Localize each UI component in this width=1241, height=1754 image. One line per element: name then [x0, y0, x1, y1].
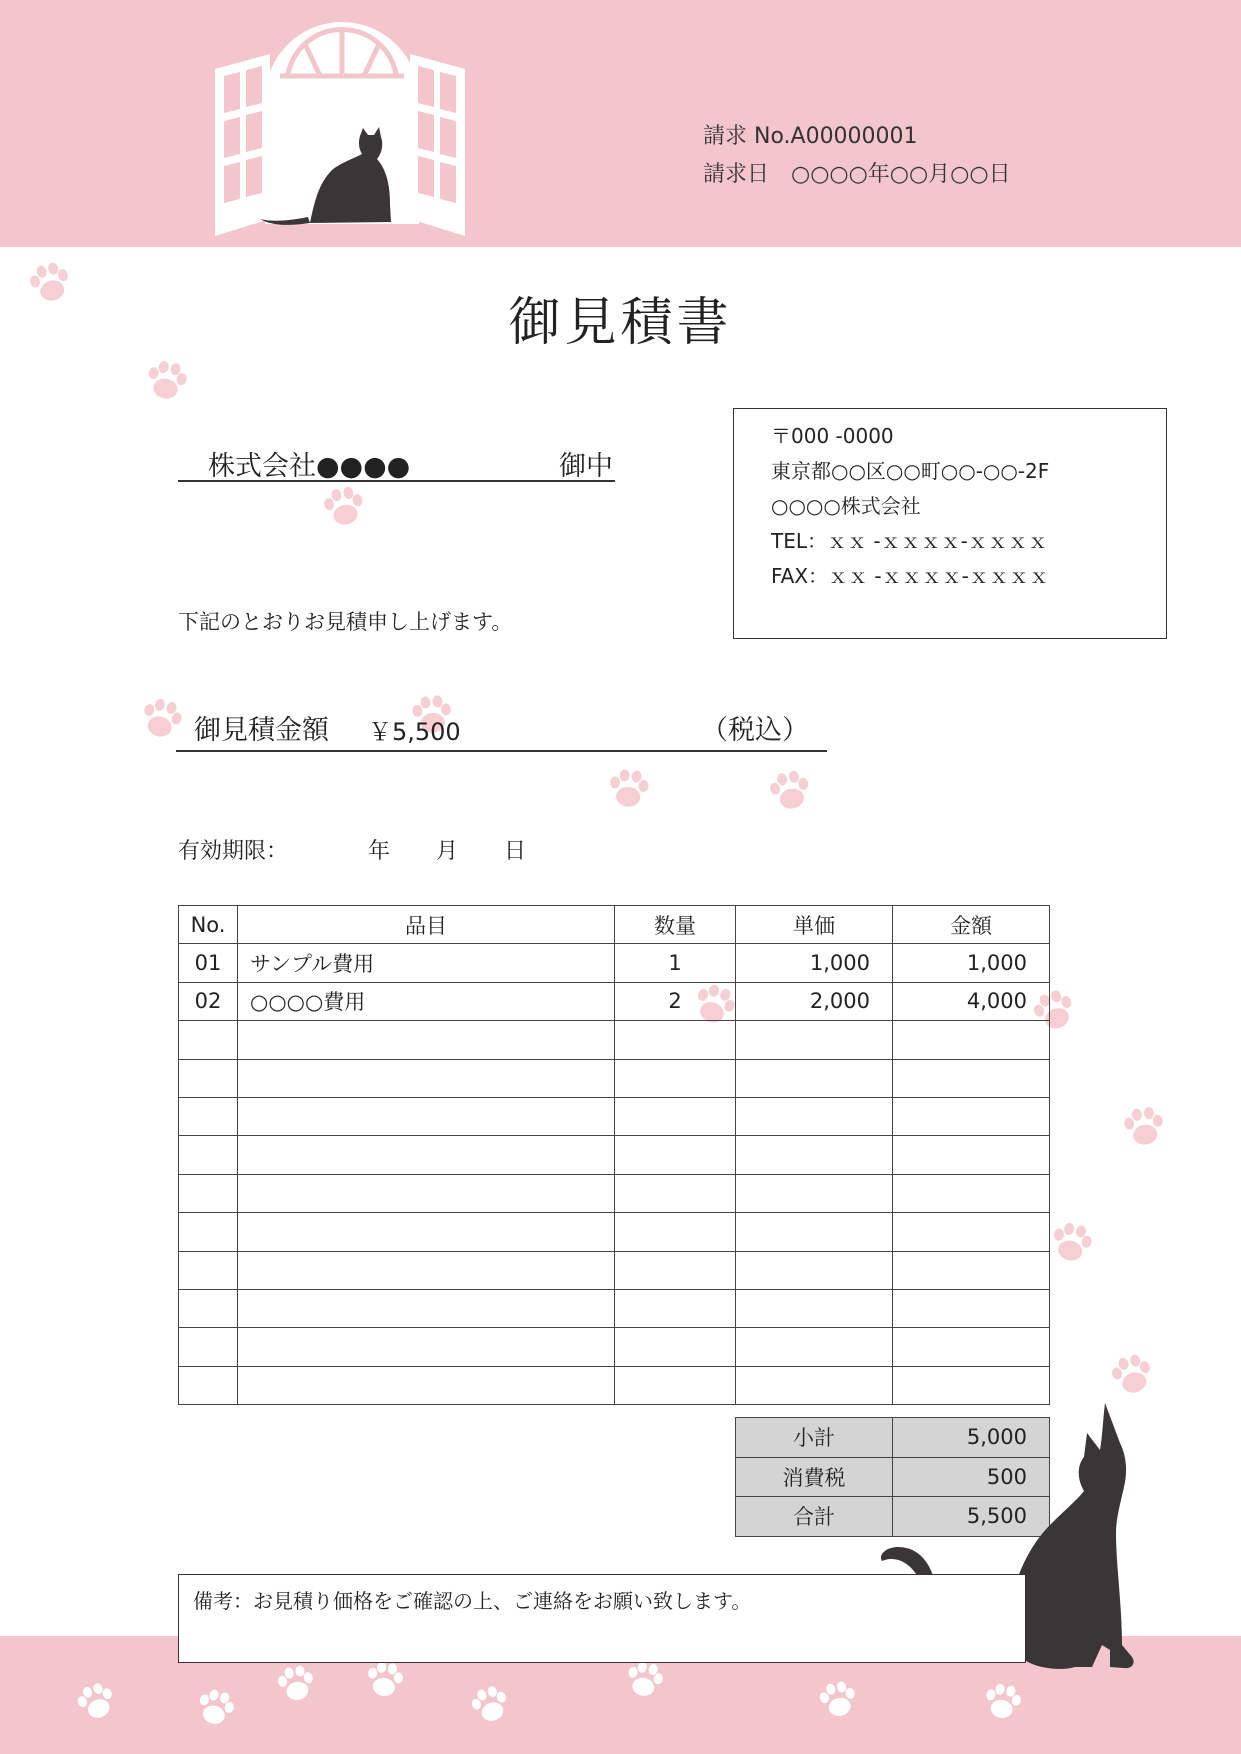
- intro-text: 下記のとおりお見積申し上げます。: [178, 610, 513, 634]
- totals-value: 500: [893, 1457, 1050, 1497]
- cell-no: [179, 1289, 238, 1327]
- cell-qty: [615, 1289, 736, 1327]
- table-row: [179, 1213, 1050, 1251]
- validity-period: [178, 834, 526, 865]
- paw-print-icon: [983, 1682, 1023, 1720]
- sender-info-box: [733, 408, 1167, 639]
- estimate-amount-line: [176, 704, 827, 752]
- cell-amount: 1,000: [893, 944, 1050, 982]
- paw-print-icon: [625, 1660, 665, 1698]
- cell-unit-price: [736, 1328, 893, 1366]
- cell-unit-price: [736, 1213, 893, 1251]
- cell-unit-price: [736, 1097, 893, 1135]
- cell-qty: [615, 1213, 736, 1251]
- cell-qty: [615, 1328, 736, 1366]
- header-item: 品目: [238, 906, 615, 944]
- cell-qty: [615, 1251, 736, 1289]
- cell-qty: 2: [615, 982, 736, 1020]
- sender-postal: 〒000 -0000: [771, 424, 894, 448]
- invoice-number: 請求 No.A00000001: [703, 124, 918, 149]
- tax-note: （税込）: [701, 715, 809, 746]
- cell-no: 01: [179, 944, 238, 982]
- header-unit-price: 単価: [736, 906, 893, 944]
- table-row: [179, 1097, 1050, 1135]
- totals-label: 小計: [736, 1418, 893, 1458]
- validity-day: 日: [504, 839, 527, 864]
- validity-label: 有効期限：: [178, 839, 289, 864]
- cell-amount: [893, 1174, 1050, 1212]
- cell-unit-price: [736, 1021, 893, 1059]
- cell-amount: [893, 1213, 1050, 1251]
- sender-company: ○○○○株式会社: [771, 494, 921, 518]
- sender-address: 東京都○○区○○町○○-○○-2F: [771, 459, 1050, 483]
- cell-unit-price: [736, 1174, 893, 1212]
- cell-qty: [615, 1366, 736, 1404]
- invoice-meta: [703, 118, 1011, 194]
- remarks-text: 備考：お見積り価格をご確認の上、ご連絡をお願い致します。: [193, 1589, 752, 1613]
- cell-unit-price: 1,000: [736, 944, 893, 982]
- paw-print-icon: [322, 486, 366, 526]
- cell-no: [179, 1213, 238, 1251]
- totals-label: 合計: [736, 1497, 893, 1537]
- paw-print-icon: [768, 770, 812, 810]
- cell-amount: [893, 1289, 1050, 1327]
- cell-qty: [615, 1136, 736, 1174]
- table-row: [179, 1136, 1050, 1174]
- cell-no: [179, 1136, 238, 1174]
- window-cat-illustration: [210, 14, 470, 239]
- cell-unit-price: [736, 1251, 893, 1289]
- cell-amount: [893, 1328, 1050, 1366]
- paw-print-icon: [76, 1682, 116, 1720]
- remarks-box: [178, 1574, 1026, 1663]
- cell-item: [238, 1097, 615, 1135]
- cell-amount: [893, 1097, 1050, 1135]
- header-no: No.: [179, 906, 238, 944]
- client-name-line: [178, 440, 615, 482]
- cell-item: [238, 1174, 615, 1212]
- cell-qty: 1: [615, 944, 736, 982]
- cell-qty: [615, 1097, 736, 1135]
- table-row: [179, 1174, 1050, 1212]
- sender-tel: TEL：ｘｘ -ｘｘｘｘ-ｘｘｘｘ: [771, 529, 1048, 553]
- totals-value: 5,500: [893, 1497, 1050, 1537]
- cell-unit-price: 2,000: [736, 982, 893, 1020]
- cell-qty: [615, 1021, 736, 1059]
- document-title: 御見積書: [508, 293, 733, 353]
- table-row: [179, 1289, 1050, 1327]
- header-amount: 金額: [893, 906, 1050, 944]
- cell-no: [179, 1021, 238, 1059]
- cell-unit-price: [736, 1059, 893, 1097]
- cell-item: [238, 1289, 615, 1327]
- header-band: [0, 0, 1241, 247]
- amount-value: ￥5,500: [368, 718, 461, 746]
- cell-amount: 4,000: [893, 982, 1050, 1020]
- cell-no: [179, 1097, 238, 1135]
- table-row: [179, 1021, 1050, 1059]
- paw-print-icon: [607, 768, 651, 808]
- totals-value: 5,000: [893, 1418, 1050, 1458]
- table-header-row: [179, 906, 1050, 944]
- paw-print-icon: [818, 1680, 858, 1718]
- cell-amount: [893, 1021, 1050, 1059]
- cell-no: [179, 1174, 238, 1212]
- cell-no: [179, 1059, 238, 1097]
- cell-qty: [615, 1174, 736, 1212]
- cell-unit-price: [736, 1289, 893, 1327]
- cell-no: [179, 1251, 238, 1289]
- cell-unit-price: [736, 1366, 893, 1404]
- client-name: 株式会社●●●●: [208, 451, 411, 482]
- cell-no: [179, 1366, 238, 1404]
- totals-label: 消費税: [736, 1457, 893, 1497]
- cell-unit-price: [736, 1136, 893, 1174]
- cell-no: [179, 1328, 238, 1366]
- table-row: [179, 1251, 1050, 1289]
- cell-item: [238, 1059, 615, 1097]
- paw-print-icon: [28, 262, 72, 302]
- cell-item: [238, 1251, 615, 1289]
- cell-amount: [893, 1251, 1050, 1289]
- table-row: [179, 1328, 1050, 1366]
- validity-month: 月: [436, 839, 459, 864]
- amount-label: 御見積金額: [194, 715, 329, 746]
- table-row: [179, 982, 1050, 1020]
- cell-qty: [615, 1059, 736, 1097]
- items-table: [178, 905, 1050, 1405]
- paw-print-icon: [276, 1664, 316, 1702]
- paw-print-icon: [196, 1688, 236, 1726]
- paw-print-icon: [470, 1685, 510, 1723]
- cell-item: [238, 1213, 615, 1251]
- cell-item: [238, 1136, 615, 1174]
- cell-item: [238, 1021, 615, 1059]
- paw-print-icon: [1110, 1354, 1154, 1394]
- paw-print-icon: [1122, 1106, 1166, 1146]
- cell-item: [238, 1366, 615, 1404]
- header-qty: 数量: [615, 906, 736, 944]
- invoice-date: 請求日 ○○○○年○○月○○日: [703, 162, 1011, 187]
- validity-year: 年: [368, 839, 391, 864]
- cell-amount: [893, 1136, 1050, 1174]
- table-row: [179, 944, 1050, 982]
- cell-item: ○○○○費用: [238, 982, 615, 1020]
- table-row: [179, 1059, 1050, 1097]
- sender-fax: FAX：ｘｘ -ｘｘｘｘ-ｘｘｘｘ: [771, 564, 1049, 588]
- cell-item: [238, 1328, 615, 1366]
- cell-no: 02: [179, 982, 238, 1020]
- client-honorific: 御中: [559, 451, 613, 482]
- paw-print-icon: [145, 360, 189, 400]
- cell-item: サンプル費用: [238, 944, 615, 982]
- paw-print-icon: [1050, 1222, 1094, 1262]
- cell-amount: [893, 1059, 1050, 1097]
- paw-print-icon: [365, 1660, 405, 1698]
